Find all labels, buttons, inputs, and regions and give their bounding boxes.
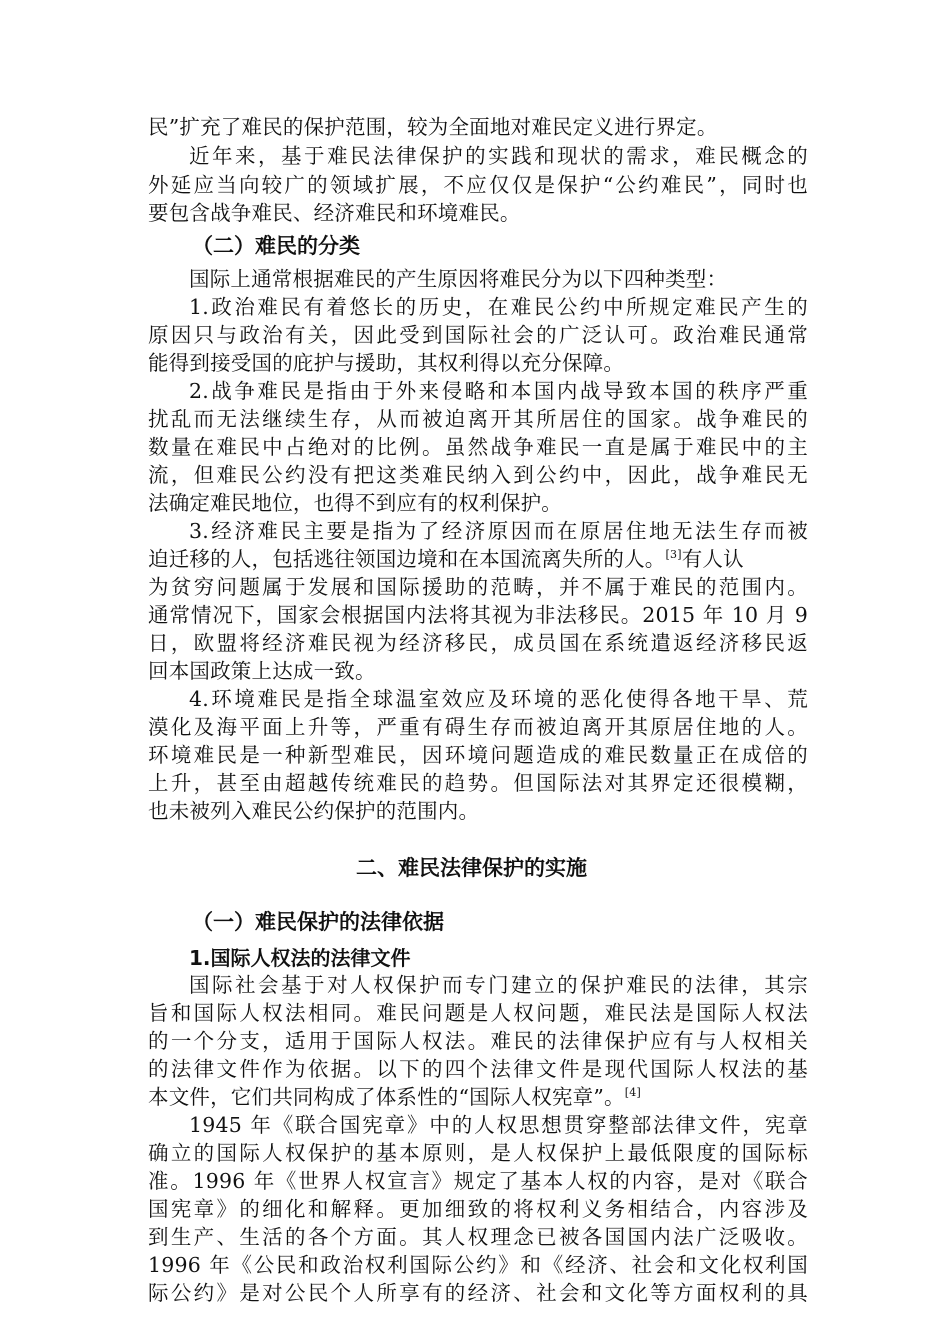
- text-line: 3.经济难民主要是指为了经济原因而在原居住地无法生存而被: [189, 519, 808, 543]
- text-line: 通常情况下，国家会根据国内法将其视为非法移民。2015 年 10 月 9: [148, 603, 808, 627]
- subsection-heading: 1.国际人权法的法律文件: [189, 946, 411, 970]
- text-line: 1945 年《联合国宪章》中的人权思想贯穿整部法律文件，宪章: [189, 1113, 808, 1137]
- footnote-ref[interactable]: [3]: [665, 548, 682, 562]
- text-line: 外延应当向较广的领域扩展，不应仅仅是保护“公约难民”，同时也: [148, 173, 808, 197]
- chapter-heading: 二、难民法律保护的实施: [356, 856, 587, 880]
- text-line: 到生产、生活的各个方面。其人权理念已被各国国内法广泛吸收。: [148, 1225, 808, 1249]
- text-line: 要包含战争难民、经济难民和环境难民。: [148, 201, 521, 225]
- text-line: 能得到接受国的庇护与援助，其权利得以充分保障。: [148, 351, 625, 375]
- text-line: 1996 年《公民和政治权利国际公约》和《经济、社会和文化权利国: [148, 1253, 808, 1277]
- text-line: 民”扩充了难民的保护范围，较为全面地对难民定义进行界定。: [148, 115, 718, 139]
- text-line: 4.环境难民是指全球温室效应及环境的恶化使得各地干旱、荒: [189, 687, 808, 711]
- text-line: [148, 546, 808, 572]
- text-line: 日，欧盟将经济难民视为经济移民，成员国在系统遣返经济移民返: [148, 631, 808, 655]
- text-line: 际公约》是对公民个人所享有的经济、社会和文化等方面权利的具: [148, 1281, 808, 1305]
- text-span: 有人认: [681, 547, 744, 571]
- section-heading: （一）难民保护的法律依据: [192, 910, 444, 934]
- text-span: 迫迁移的人，包括逃往领国边境和在本国流离失所的人。: [148, 547, 666, 571]
- text-line: 2.战争难民是指由于外来侵略和本国内战导致本国的秩序严重: [189, 379, 808, 403]
- text-line: [148, 1084, 808, 1110]
- text-line: 的法律文件作为依据。以下的四个法律文件是现代国际人权法的基: [148, 1057, 808, 1081]
- text-line: 国宪章》的细化和解释。更加细致的将权利义务相结合，内容涉及: [148, 1197, 808, 1221]
- text-line: 确立的国际人权保护的基本原则，是人权保护上最低限度的国际标: [148, 1141, 808, 1165]
- text-line: 为贫穷问题属于发展和国际援助的范畴，并不属于难民的范围内。: [148, 575, 808, 599]
- text-line: 国际社会基于对人权保护而专门建立的保护难民的法律，其宗: [189, 973, 808, 997]
- text-line: 旨和国际人权法相同。难民问题是人权问题，难民法是国际人权法: [148, 1001, 808, 1025]
- text-line: 扰乱而无法继续生存，从而被迫离开其所居住的国家。战争难民的: [148, 407, 808, 431]
- section-heading: （二）难民的分类: [192, 234, 360, 258]
- text-line: 回本国政策上达成一致。: [148, 659, 376, 683]
- text-line: 流，但难民公约没有把这类难民纳入到公约中，因此，战争难民无: [148, 463, 808, 487]
- text-line: 原因只与政治有关，因此受到国际社会的广泛认可。政治难民通常: [148, 323, 808, 347]
- text-line: 漠化及海平面上升等，严重有碍生存而被迫离开其原居住地的人。: [148, 715, 808, 739]
- text-line: 1.政治难民有着悠长的历史，在难民公约中所规定难民产生的: [189, 295, 808, 319]
- text-line: 法确定难民地位，也得不到应有的权利保护。: [148, 491, 562, 515]
- text-span: 本文件，它们共同构成了体系性的“国际人权宪章”。: [148, 1085, 625, 1109]
- text-line: 准。1996 年《世界人权宣言》规定了基本人权的内容，是对《联合: [148, 1169, 808, 1193]
- text-line: 环境难民是一种新型难民，因环境问题造成的难民数量正在成倍的: [148, 743, 808, 767]
- footnote-ref[interactable]: [4]: [624, 1086, 641, 1100]
- text-line: 国际上通常根据难民的产生原因将难民分为以下四种类型：: [189, 267, 728, 291]
- text-line: 的一个分支，适用于国际人权法。难民的法律保护应有与人权相关: [148, 1029, 808, 1053]
- text-line: 也未被列入难民公约保护的范围内。: [148, 799, 480, 823]
- text-line: 近年来，基于难民法律保护的实践和现状的需求，难民概念的: [189, 144, 808, 168]
- text-line: 上升，甚至由超越传统难民的趋势。但国际法对其界定还很模糊，: [148, 771, 808, 795]
- text-line: 数量在难民中占绝对的比例。虽然战争难民一直是属于难民中的主: [148, 435, 808, 459]
